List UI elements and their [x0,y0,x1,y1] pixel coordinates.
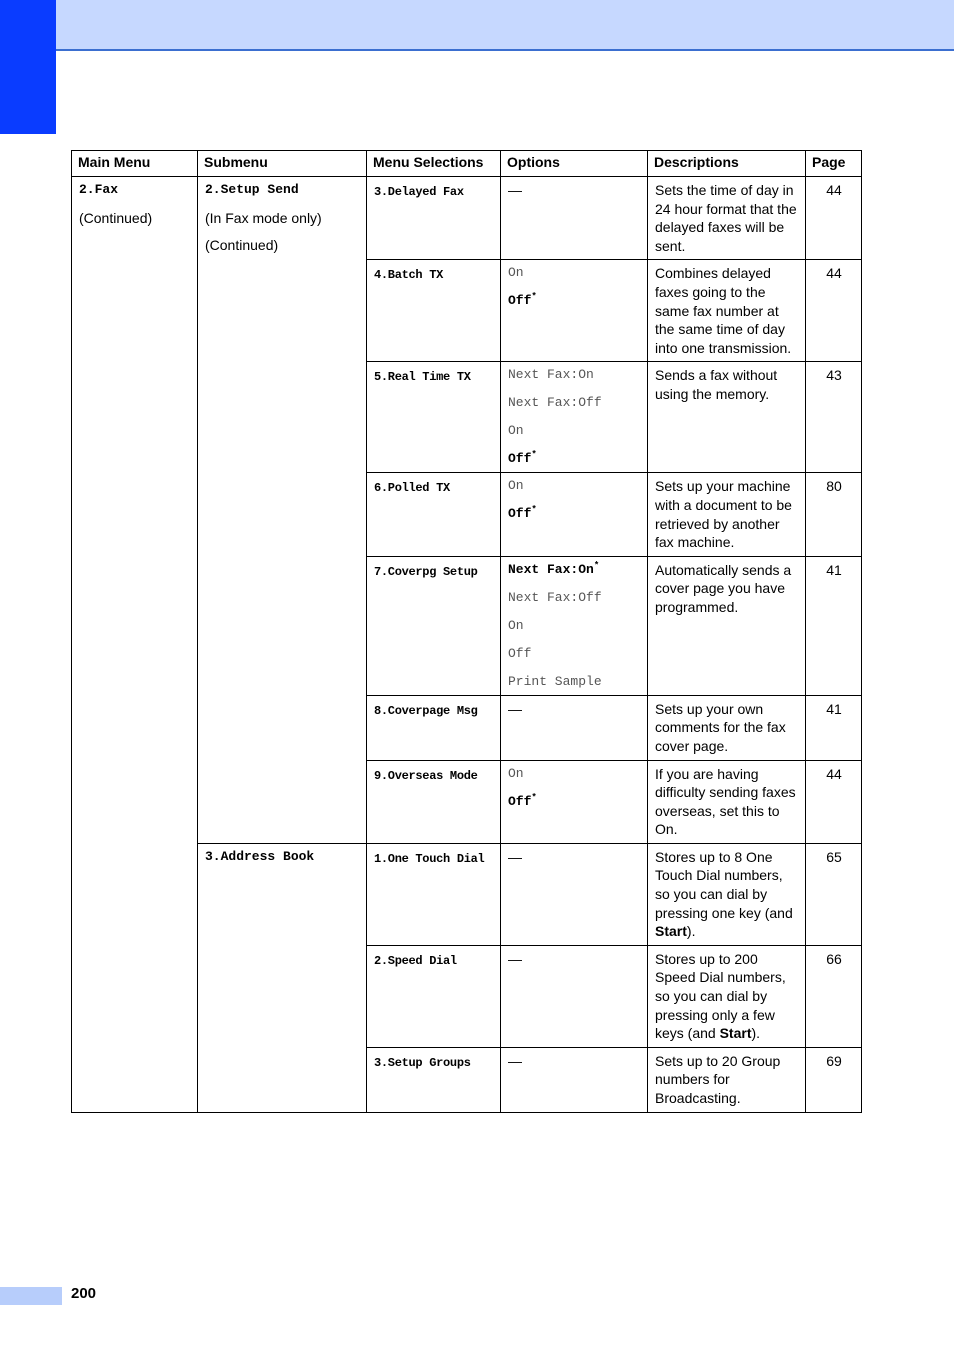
description-cell: Sends a fax without using the memory. [648,362,806,473]
option: On [508,423,524,439]
page-ref: 41 [806,695,862,760]
page-ref: 66 [806,945,862,1047]
option: Print Sample [508,673,602,689]
page-ref: 41 [806,556,862,695]
default-star: * [531,292,537,303]
description-cell: Sets up your machine with a document to be retrieved by another fax machine. [648,473,806,556]
page-ref: 44 [806,177,862,260]
header-band [56,0,954,51]
menu-selection: 2.Speed Dial [367,945,501,1047]
option: On [508,478,524,494]
submenu-address-book-cell [198,843,367,1112]
options-cell [501,1047,648,1112]
description-cell: Sets up your own comments for the fax cover page. [648,695,806,760]
option: On [508,765,524,781]
page-ref: 65 [806,843,862,945]
header-menu-selections: Menu Selections [367,151,501,177]
option: Off [508,645,532,661]
menu-selection: 4.Batch TX [367,260,501,362]
dash: — [508,182,522,198]
submenu-continued: (Continued) [205,237,279,254]
page-ref: 44 [806,760,862,843]
header-page: Page [806,151,862,177]
default-star: * [531,792,537,803]
option: Next Fax:Off [508,589,602,605]
menu-selection: 5.Real Time TX [367,362,501,473]
page-ref: 43 [806,362,862,473]
option: On [508,265,524,281]
page-ref: 80 [806,473,862,556]
menu-selection: 9.Overseas Mode [367,760,501,843]
option-default: Off* [508,292,537,309]
options-cell [501,362,648,473]
options-cell [501,760,648,843]
table-row [72,177,862,260]
option-default: Off* [508,505,537,522]
options-cell [501,177,648,260]
menu-selection: 7.Coverpg Setup [367,556,501,695]
options-cell [501,556,648,695]
menu-selection: 6.Polled TX [367,473,501,556]
description-cell: Stores up to 200 Speed Dial numbers, so you can dial by pressing only a few keys (and Start). [648,945,806,1047]
submenu-setup-send-cell [198,177,367,844]
description-cell: Combines delayed faxes going to the same fax number at the same time of day into one transmission. [648,260,806,362]
description-cell: Sets up to 20 Group numbers for Broadcasting. [648,1047,806,1112]
menu-selection: 3.Delayed Fax [367,177,501,260]
start-key: Start [719,1025,752,1042]
page-number: 200 [71,1285,97,1302]
default-star: * [531,450,537,461]
submenu-note: (In Fax mode only) [205,209,322,226]
dash: — [508,950,522,967]
submenu-label: 2.Setup Send [205,182,299,197]
option: Next Fax:On [508,367,594,383]
options-cell [501,843,648,945]
page-ref: 69 [806,1047,862,1112]
option-default: Next Fax:On* [508,560,600,577]
menu-table [71,150,862,1113]
dash: — [508,700,522,717]
description-cell: Stores up to 8 One Touch Dial numbers, so you can dial by pressing one key (and Start). [648,843,806,945]
options-cell [501,260,648,362]
default-star: * [593,560,600,571]
header-descriptions: Descriptions [648,151,806,177]
main-menu-label: 2.Fax [79,182,119,197]
footer-band [0,1287,62,1305]
header-options: Options [501,151,648,177]
chapter-tab [0,0,56,134]
description-cell: If you are having difficulty sending faxes overseas, set this to On. [648,760,806,843]
option-default: Off* [508,792,537,809]
submenu-label: 3.Address Book [205,848,315,864]
menu-selection: 3.Setup Groups [367,1047,501,1112]
option: Next Fax:Off [508,395,602,411]
main-menu-note: (Continued) [79,209,153,226]
header-main-menu: Main Menu [72,151,198,177]
menu-selection: 8.Coverpage Msg [367,695,501,760]
description-cell: Sets the time of day in 24 hour format that the delayed faxes will be sent. [648,177,806,260]
option-default: Off* [508,450,537,467]
menu-selection: 1.One Touch Dial [367,843,501,945]
dash: — [508,848,522,865]
main-menu-cell [72,177,198,1113]
header-submenu: Submenu [198,151,367,177]
option: On [508,617,524,633]
table-header-row [72,151,862,177]
dash: — [508,1052,522,1069]
description-cell: Automatically sends a cover page you have programmed. [648,556,806,695]
options-cell [501,945,648,1047]
options-cell [501,695,648,760]
start-key: Start [655,923,687,940]
default-star: * [531,505,537,516]
options-cell [501,473,648,556]
page-ref: 44 [806,260,862,362]
